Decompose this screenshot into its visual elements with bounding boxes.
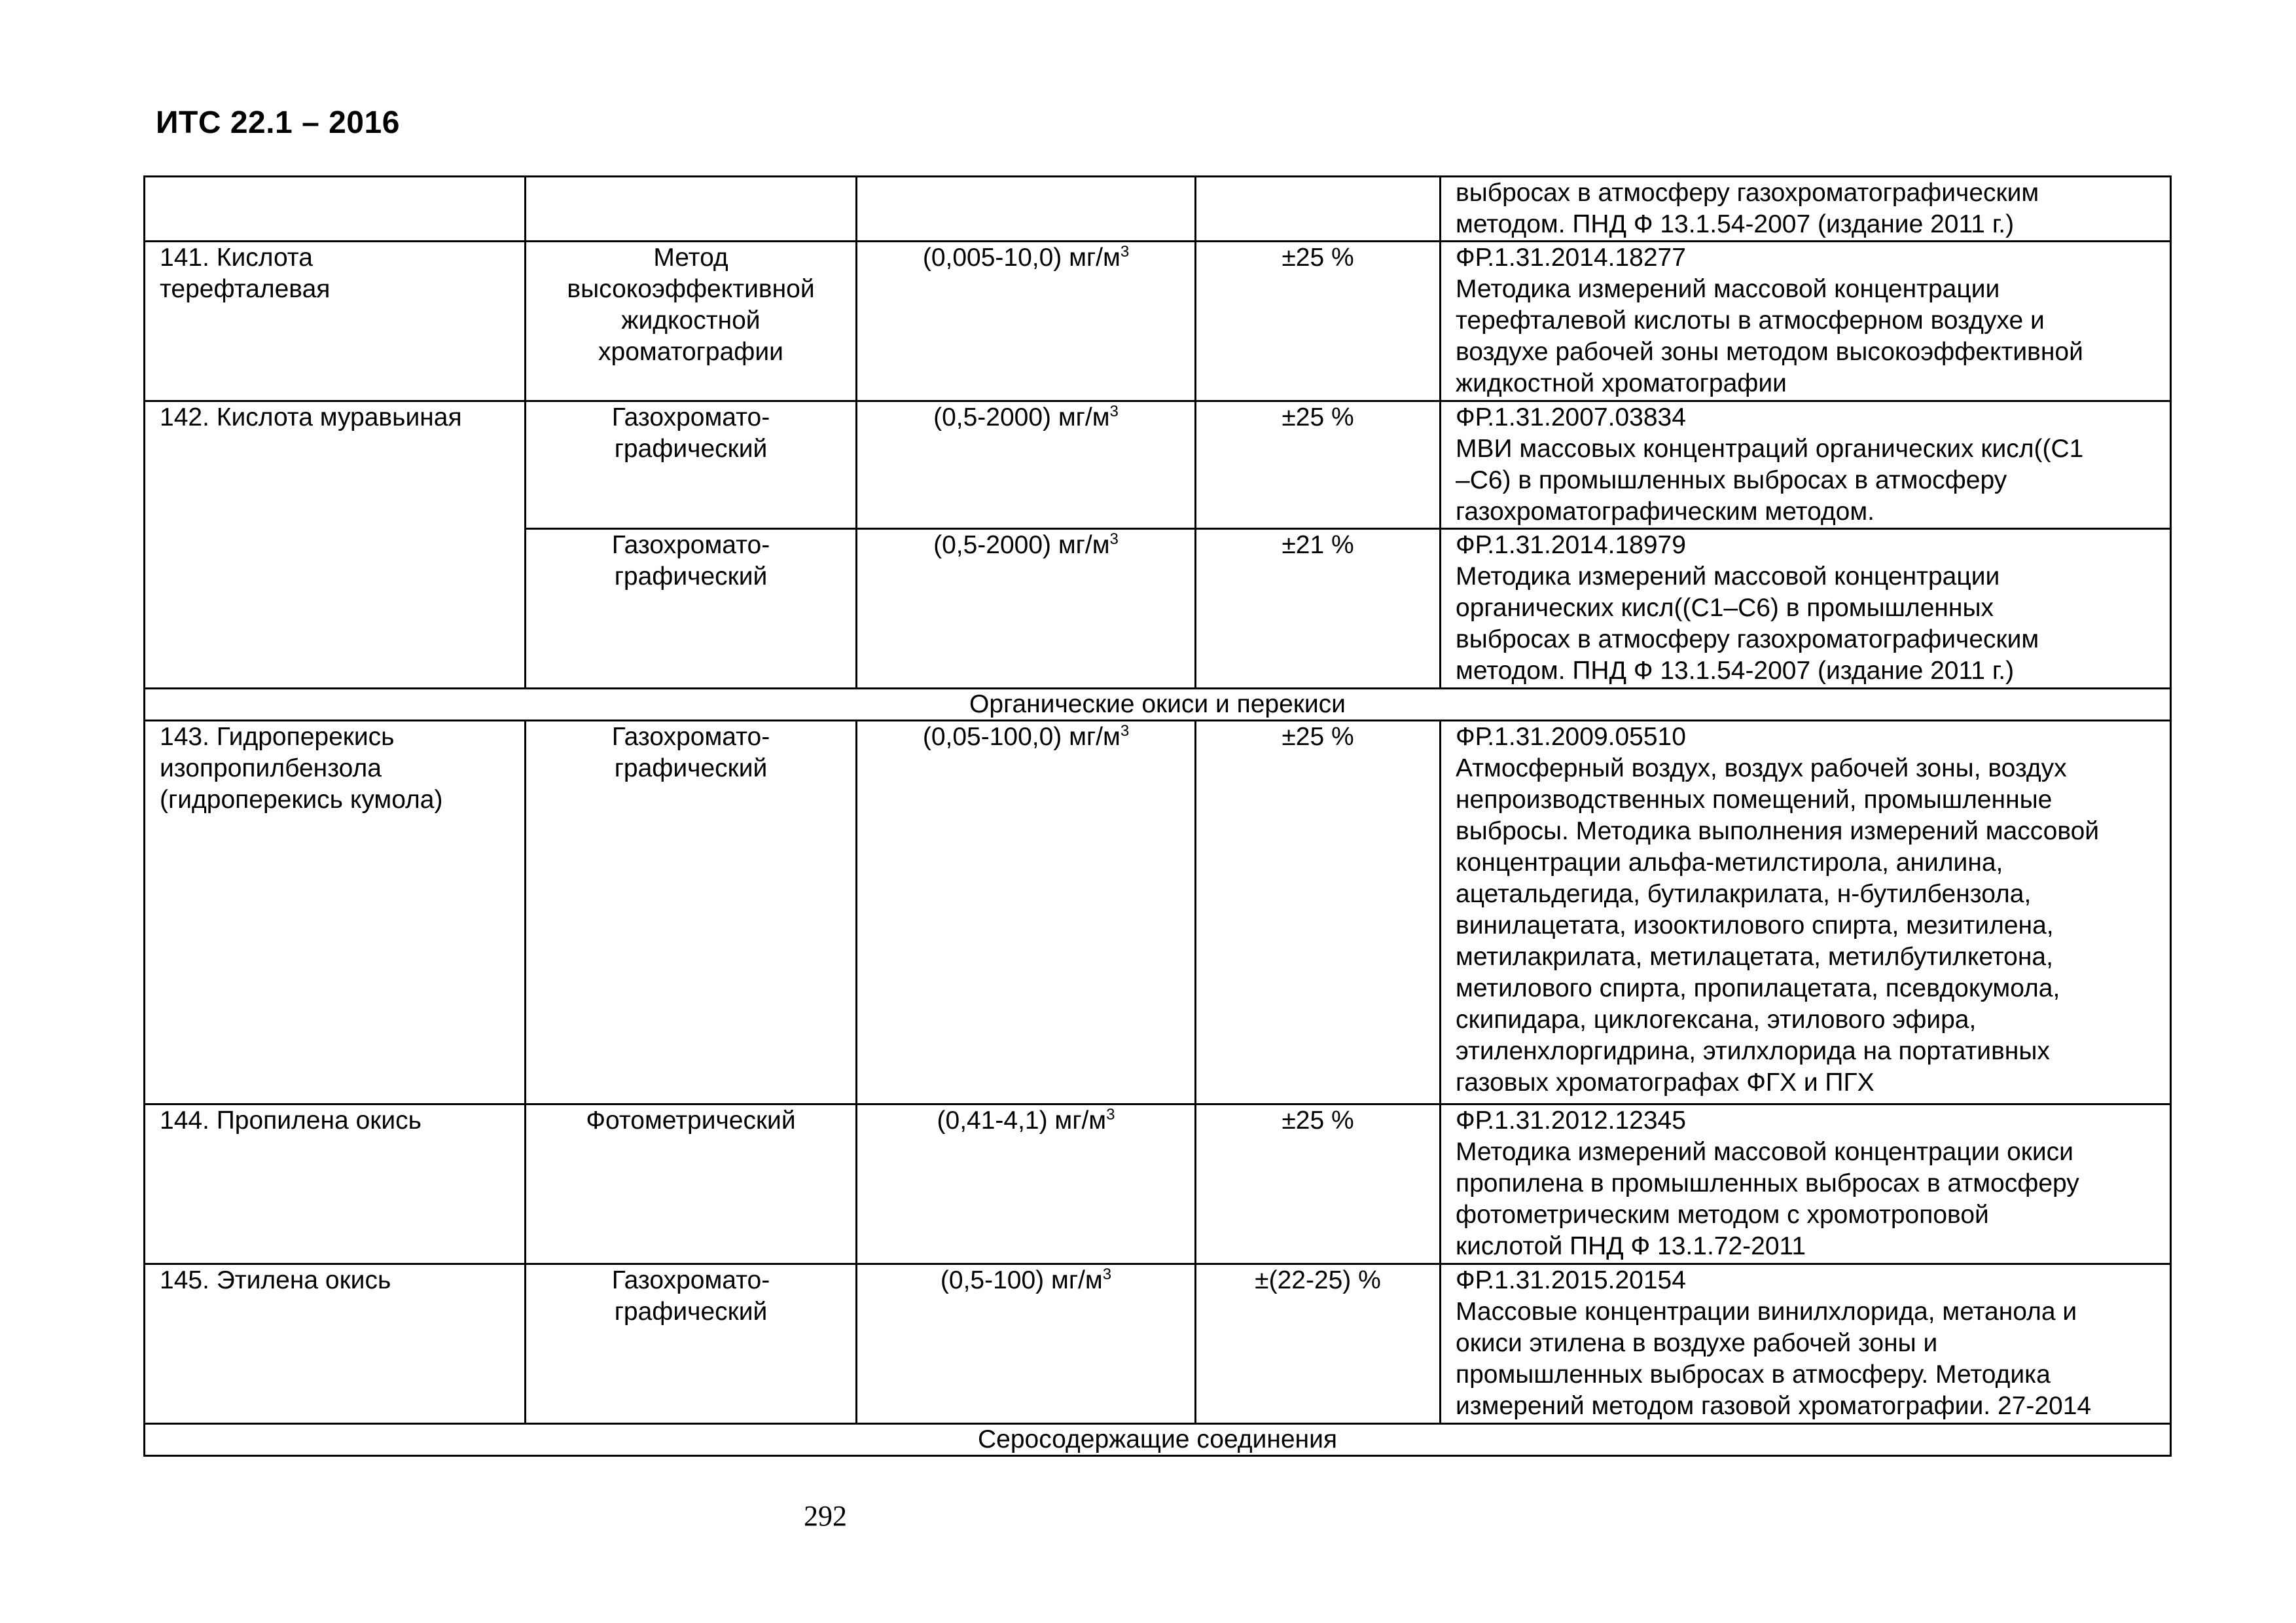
cell-range — [857, 721, 1196, 1104]
unit-exponent: 3 — [1106, 1106, 1115, 1123]
range-text: (0,005-10,0) мг/м — [922, 244, 1121, 272]
cell-range — [857, 1264, 1196, 1424]
unit-exponent: 3 — [1102, 1266, 1112, 1283]
cell-document: ФР.1.31.2009.05510 Атмосферный воздух, воздух рабочей зоны, воздух непроизводственных помещений, промышленные выбросы. Методика выполнения измерений массовой концентрации альфа-метилстирола, анилина, ацетальдегида, бутилакрилата, н-бутилбензола, винилацетата, изооктилового спирта, мезитилена, метилакрилата, метилацетата, метилбутилкетона, метилового спирта, пропилацетата, псевдокумола, скипидара, циклогексана, этилового эфира, этиленхлоргидрина, этилхлорида на портативных газовых хроматографах ФГХ и ПГХ — [1441, 721, 2171, 1104]
cell-range — [857, 177, 1196, 242]
cell-range — [857, 1104, 1196, 1264]
range-text: (0,41-4,1) мг/м — [937, 1106, 1107, 1135]
cell-method: Фотометрический — [526, 1104, 857, 1264]
cell-error: ±25 % — [1196, 401, 1441, 529]
table-row-141 — [145, 242, 2171, 401]
cell-substance — [145, 177, 526, 242]
cell-document: ФР.1.31.2014.18277 Методика измерений массовой концентрации терефталевой кислоты в атмосферном воздухе и воздухе рабочей зоны методом высокоэффективной жидкостной хроматографии — [1441, 242, 2171, 401]
section-title: Органические окиси и перекиси — [145, 689, 2171, 721]
cell-error: ±21 % — [1196, 529, 1441, 689]
cell-method: Газохромато- графический — [526, 721, 857, 1104]
cell-document: ФР.1.31.2014.18979 Методика измерений массовой концентрации органических кисл((С1–С6) в промышленных выбросах в атмосферу газохроматографическим методом. ПНД Ф 13.1.54-2007 (издание 2011 г.) — [1441, 529, 2171, 689]
cell-substance: 144. Пропилена окись — [145, 1104, 526, 1264]
range-text: (0,05-100,0) мг/м — [922, 723, 1121, 751]
table-row-143 — [145, 721, 2171, 1104]
cell-error: ±25 % — [1196, 242, 1441, 401]
unit-exponent: 3 — [1109, 403, 1119, 420]
cell-error — [1196, 177, 1441, 242]
range-text: (0,5-2000) мг/м — [933, 403, 1110, 431]
table-row-142a — [145, 401, 2171, 529]
page-number: 292 — [804, 1500, 847, 1532]
table-row-145 — [145, 1264, 2171, 1424]
methods-table-wrapper — [143, 175, 2170, 1457]
cell-method — [526, 177, 857, 242]
cell-substance: 142. Кислота муравьиная — [145, 401, 526, 689]
cell-method: Газохромато- графический — [526, 529, 857, 689]
range-text: (0,5-100) мг/м — [940, 1266, 1103, 1294]
section-row-peroxides — [145, 689, 2171, 721]
cell-document: выбросах в атмосферу газохроматографическим методом. ПНД Ф 13.1.54-2007 (издание 2011 г.) — [1441, 177, 2171, 242]
cell-substance: 145. Этилена окись — [145, 1264, 526, 1424]
cell-error: ±25 % — [1196, 1104, 1441, 1264]
methods-table — [143, 175, 2172, 1457]
cell-document: ФР.1.31.2012.12345 Методика измерений массовой концентрации окиси пропилена в промышленных выбросах в атмосферу фотометрическим методом с хромотроповой кислотой ПНД Ф 13.1.72-2011 — [1441, 1104, 2171, 1264]
cell-substance: 141. Кислота терефталевая — [145, 242, 526, 401]
cell-range — [857, 242, 1196, 401]
unit-exponent: 3 — [1120, 722, 1130, 740]
cell-substance: 143. Гидроперекись изопропилбензола (гидроперекись кумола) — [145, 721, 526, 1104]
cell-method: Газохромато- графический — [526, 1264, 857, 1424]
cell-range — [857, 401, 1196, 529]
cell-error: ±(22-25) % — [1196, 1264, 1441, 1424]
cell-document: ФР.1.31.2015.20154 Массовые концентрации винилхлорида, метанола и окиси этилена в воздухе рабочей зоны и промышленных выбросах в атмосферу. Методика измерений методом газовой хроматографии. 27-2014 — [1441, 1264, 2171, 1424]
cell-method: Метод высокоэффективной жидкостной хроматографии — [526, 242, 857, 401]
section-row-sulfur — [145, 1424, 2171, 1456]
table-row-144 — [145, 1104, 2171, 1264]
document-header: ИТС 22.1 – 2016 — [156, 105, 400, 140]
unit-exponent: 3 — [1120, 243, 1130, 261]
cell-document: ФР.1.31.2007.03834 МВИ массовых концентраций органических кисл((С1 –С6) в промышленных выбросах в атмосферу газохроматографическим методом. — [1441, 401, 2171, 529]
cell-error: ±25 % — [1196, 721, 1441, 1104]
range-text: (0,5-2000) мг/м — [933, 531, 1110, 559]
cell-range — [857, 529, 1196, 689]
table-row-continuation — [145, 177, 2171, 242]
section-title: Серосодержащие соединения — [145, 1424, 2171, 1456]
unit-exponent: 3 — [1109, 530, 1119, 548]
cell-method: Газохромато- графический — [526, 401, 857, 529]
